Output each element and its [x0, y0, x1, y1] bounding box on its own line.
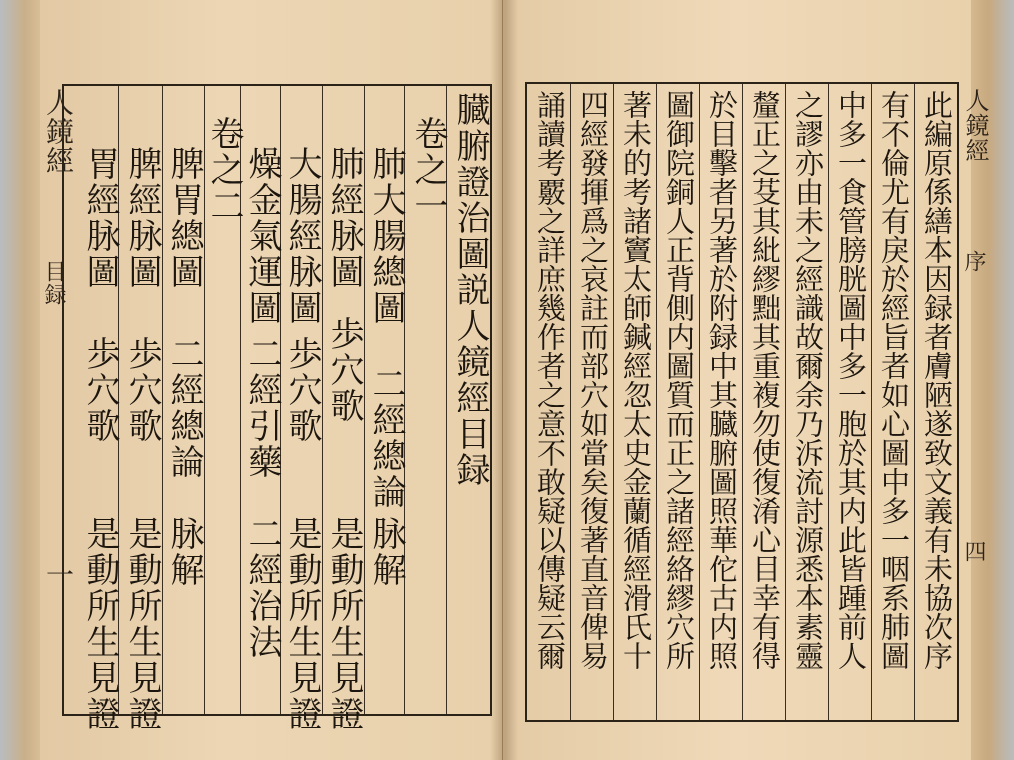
right-margin-title: 人鏡經: [961, 88, 989, 163]
toc-item: 肺經脉圖: [324, 146, 364, 290]
preface-column: 四經發揮爲之哀註而部穴如當矣復著直音俾易: [576, 90, 610, 670]
toc-item: 燥金氣運圖: [242, 146, 282, 326]
toc-item: 肺大腸總圖: [366, 146, 406, 326]
toc-vol2-heading: 卷之二: [204, 116, 244, 224]
toc-frame: [62, 84, 492, 732]
toc-item: 二經總論: [164, 336, 204, 480]
preface-column: 圖御院銅人正背側内圖質而正之諸經絡繆穴所: [662, 90, 696, 670]
toc-item: 歩穴歌: [80, 336, 120, 444]
right-margin-page-number: 四: [961, 540, 986, 563]
toc-item: 歩穴歌: [122, 336, 162, 444]
right-margin-section: 序: [961, 250, 986, 273]
left-margin-title: 人鏡經: [42, 88, 75, 175]
toc-item: 脾胃總圖: [164, 146, 204, 290]
left-margin-page-number: 一: [42, 560, 75, 589]
toc-vol1-heading: 卷之一: [408, 116, 448, 224]
preface-column: 之謬亦由未之經識故爾余乃泝流討源悉本素靈: [791, 90, 825, 670]
toc-item: 脉解: [366, 516, 406, 588]
toc-item: 是動所生見證: [80, 516, 120, 732]
toc-item: 二經總論: [366, 366, 406, 510]
toc-item: 二經治法: [242, 516, 282, 660]
toc-item: 是動所生見證: [122, 516, 162, 732]
preface-column: 著未的考諸竇太師鍼經忽太史金蘭循經滑氏十: [619, 90, 653, 670]
book-edge-left: [0, 0, 40, 760]
preface-column: 誦讀考覈之詳庶幾作者之意不敢疑以傳疑云爾: [533, 90, 567, 670]
book-gutter: [490, 0, 518, 760]
toc-item: 大腸經脉圖: [282, 146, 322, 326]
preface-column: 於目擊者另著於附録中其臓腑圖照華佗古内照: [705, 90, 739, 670]
toc-item: 是動所生見證: [282, 516, 322, 732]
toc-item: 二經引藥: [242, 336, 282, 480]
left-margin-section: 目録: [41, 260, 66, 306]
toc-item: 胃經脉圖: [80, 146, 120, 290]
toc-title: 臓腑證治圖説人鏡經目録: [450, 92, 490, 488]
toc-item: 脉解: [164, 516, 204, 588]
toc-item: 脾經脉圖: [122, 146, 162, 290]
toc-item: 是動所生見證: [324, 516, 364, 732]
preface-column: 此編原係繕本因録者膚陋遂致文義有未協次序: [920, 90, 954, 670]
toc-item: 歩穴歌: [282, 336, 322, 444]
preface-column: 釐正之芟其紕繆黜其重複勿使復淆心目幸有得: [748, 90, 782, 670]
toc-item: 歩穴歌: [324, 316, 364, 424]
preface-frame: [525, 82, 959, 722]
preface-column: 中多一食管膀胱圖中多一胞於其内此皆踵前人: [834, 90, 868, 670]
preface-column: 有不倫尤有戾於經旨者如心圖中多一咽系肺圖: [877, 90, 911, 670]
